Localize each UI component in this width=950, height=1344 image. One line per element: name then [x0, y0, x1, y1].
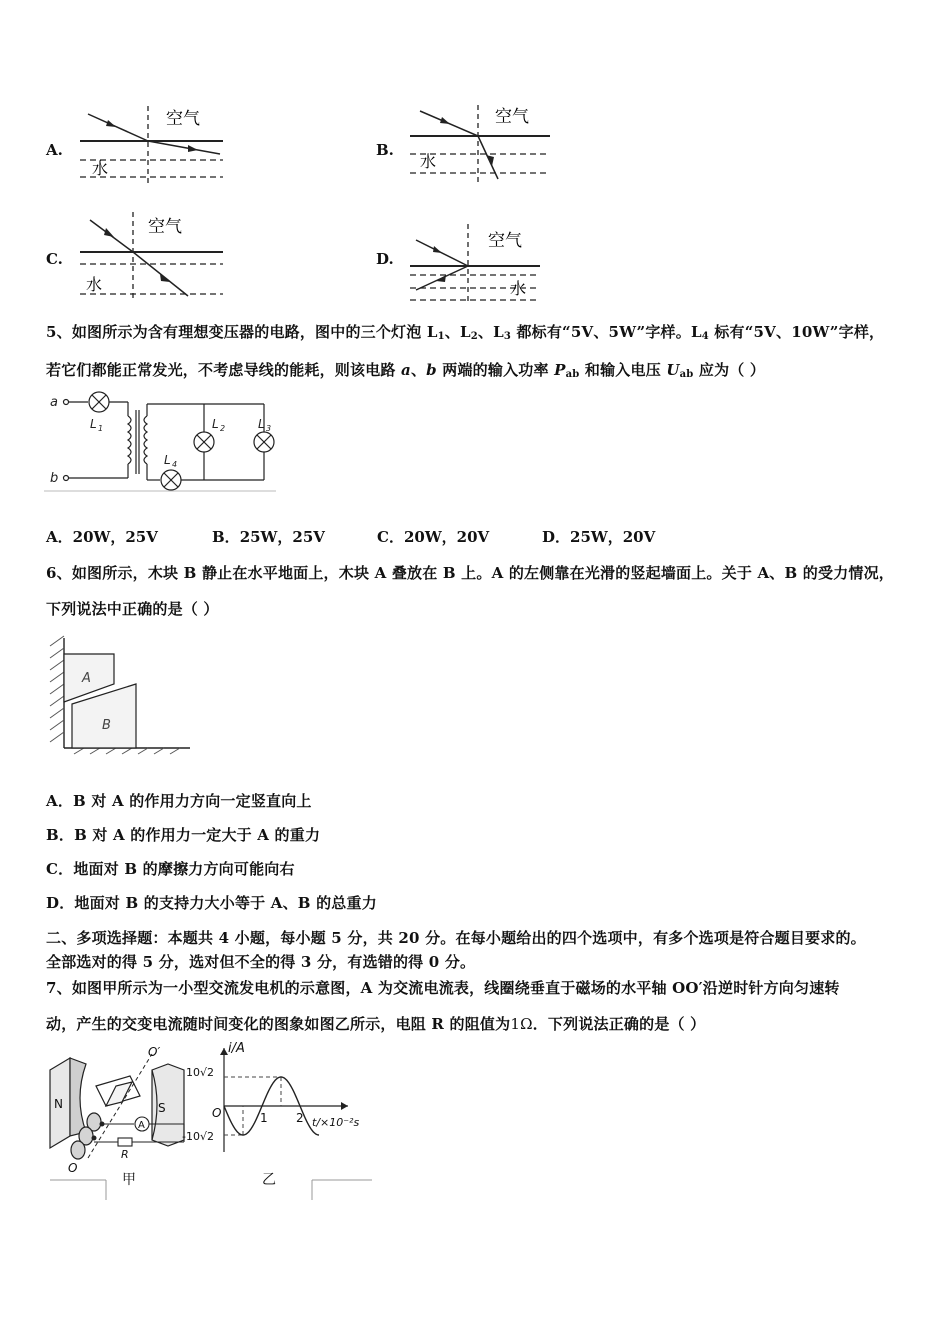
- q7-ohm-value: 1Ω: [510, 1015, 533, 1033]
- graph-x-label: t/×10⁻²s: [312, 1116, 360, 1129]
- ammeter-a-label: A: [138, 1120, 145, 1131]
- svg-text:4: 4: [172, 460, 178, 469]
- block-a-label: A: [82, 671, 91, 686]
- svg-text:1: 1: [98, 424, 104, 433]
- q4-figure-b: [408, 103, 553, 185]
- q4-option-b-label: B.: [376, 141, 394, 159]
- q6-option-c[interactable]: C．地面对 B 的摩擦力方向可能向右: [46, 860, 295, 878]
- q7-current-graph: [180, 1040, 376, 1202]
- svg-text:3: 3: [266, 424, 272, 433]
- q4d-water-label: 水: [510, 279, 527, 298]
- q5-option-c[interactable]: C．20W，20V: [377, 528, 490, 546]
- circuit-L4-label: L: [164, 453, 171, 467]
- q6-stem-line2: 下列说法中正确的是（ ）: [46, 600, 219, 618]
- q4b-water-label: 水: [420, 152, 437, 171]
- section2-heading-line1: 二、多项选择题：本题共 4 小题，每小题 5 分，共 20 分。在每小题给出的四个选项中，有多个选项是符合题目要求的。: [46, 929, 866, 947]
- block-b-label: B: [102, 718, 111, 733]
- q6-block-diagram: [44, 632, 192, 756]
- section2-heading-line2: 全部选对的得 5 分，选对但不全的得 3 分，有选错的得 0 分。: [46, 953, 476, 971]
- figure-jia-caption: 甲: [122, 1172, 136, 1188]
- q4-figure-c: [78, 210, 228, 302]
- q4-option-d-label: D.: [376, 250, 394, 268]
- q5-circuit-diagram: [44, 390, 280, 494]
- q4c-water-label: 水: [86, 275, 103, 294]
- q4-option-c-label: C.: [46, 250, 63, 268]
- q6-stem-line1: 6、如图所示，木块 B 静止在水平地面上，木块 A 叠放在 B 上。A 的左侧靠在光滑的竖起墙面上。关于 A、B 的受力情况，: [46, 564, 894, 582]
- figure-yi-caption: 乙: [262, 1172, 276, 1188]
- q4d-air-label: 空气: [488, 231, 522, 251]
- circuit-L1-label: L: [90, 417, 97, 431]
- q4c-air-label: 空气: [148, 217, 182, 237]
- circuit-terminal-a: a: [50, 395, 58, 410]
- q4-figure-a: [78, 104, 228, 186]
- q4b-air-label: 空气: [495, 107, 529, 127]
- q4-option-a-label: A.: [46, 141, 63, 159]
- q4-figure-d: [408, 222, 548, 304]
- graph-y-bottom-tick: -10√2: [182, 1130, 214, 1143]
- axis-o-prime-label: O′: [148, 1045, 161, 1059]
- svg-text:2: 2: [220, 424, 226, 433]
- resistor-r-label: R: [121, 1148, 129, 1161]
- graph-x-tick-2: 2: [296, 1111, 304, 1125]
- q6-option-a[interactable]: A．B 对 A 的作用力方向一定竖直向上: [46, 792, 312, 810]
- q7-stem-line1: 7、如图甲所示为一小型交流发电机的示意图，A 为交流电流表，线圈绕垂直于磁场的水平轴 OO′沿逆时针方向匀速转: [46, 979, 840, 997]
- circuit-L3-label: L: [258, 417, 265, 431]
- q5-option-d[interactable]: D．25W，20V: [542, 528, 656, 546]
- circuit-terminal-b: b: [50, 471, 59, 486]
- q5-option-b[interactable]: B．25W，25V: [212, 528, 325, 546]
- q4a-air-label: 空气: [166, 109, 200, 129]
- axis-o-label: O: [68, 1161, 78, 1175]
- magnet-s-label: S: [158, 1101, 166, 1115]
- q6-option-d[interactable]: D．地面对 B 的支持力大小等于 A、B 的总重力: [46, 894, 377, 912]
- graph-y-top-tick: 10√2: [186, 1066, 215, 1079]
- q4a-water-label: 水: [92, 159, 109, 178]
- q5-stem-line2: 若它们都能正常发光，不考虑导线的能耗，则该电路 a、b 两端的输入功率 $P_{ab}$ 和输入电压 $U_{ab}$ 应为（ ）: [46, 361, 766, 380]
- q6-option-b[interactable]: B．B 对 A 的作用力一定大于 A 的重力: [46, 826, 321, 844]
- graph-y-label: i/A: [228, 1041, 245, 1056]
- graph-x-tick-1: 1: [260, 1111, 268, 1125]
- magnet-n-label: N: [54, 1097, 63, 1111]
- circuit-L2-label: L: [212, 417, 219, 431]
- graph-origin-label: O: [212, 1106, 222, 1120]
- q5-stem-line1: 5、如图所示为含有理想变压器的电路，图中的三个灯泡 $L_1$、$L_2$、$L_3$ 都标有“5V、5W”字样。$L_4$ 标有“5V、10W”字样，: [46, 323, 885, 342]
- q5-option-a[interactable]: A．20W，25V: [46, 528, 158, 546]
- q7-stem-line2: 动，产生的交变电流随时间变化的图象如图乙所示，电阻 R 的阻值为1Ω．下列说法正确的是（ ）: [46, 1015, 706, 1033]
